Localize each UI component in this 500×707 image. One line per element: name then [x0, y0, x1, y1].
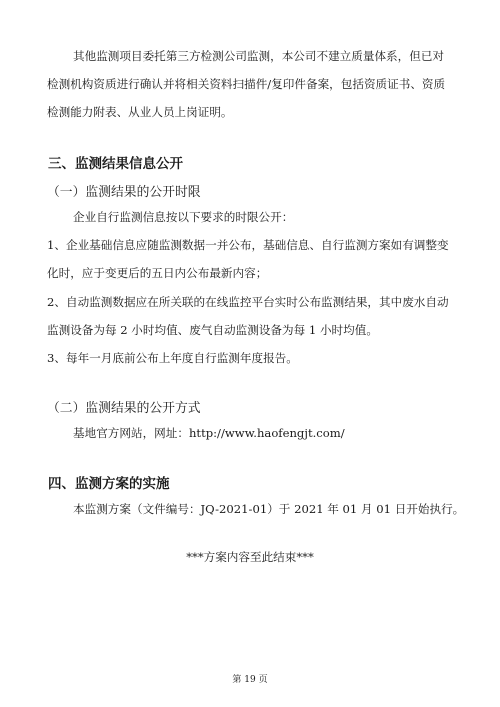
subsection-1-heading: （一）监测结果的公开时限 — [47, 185, 201, 200]
item-2-line-2: 监测设备为每 2 小时均值、废气自动监测设备为每 1 小时均值。 — [47, 323, 378, 337]
intro-line-3: 检测能力附表、从业人员上岗证明。 — [47, 105, 233, 119]
end-marker: ***方案内容至此结束*** — [186, 550, 314, 564]
item-1-line-2: 化时，应于变更后的五日内公布最新内容； — [47, 266, 268, 280]
subsection-2-text: 基地官方网站，网址：http://www.haofengjt.com/ — [73, 426, 345, 440]
intro-line-1: 其他监测项目委托第三方检测公司监测，本公司不建立质量体系，但已对 — [73, 49, 445, 63]
section-3-heading: 三、监测结果信息公开 — [48, 156, 183, 172]
subsection-2-heading: （二）监测结果的公开方式 — [47, 401, 201, 416]
page-number: 第 19 页 — [232, 675, 268, 685]
section-4-heading: 四、监测方案的实施 — [48, 476, 170, 492]
item-1-line-1: 1、企业基础信息应随监测数据一并公布，基础信息、自行监测方案如有调整变 — [47, 238, 449, 252]
item-2-line-1: 2、自动监测数据应在所关联的在线监控平台实时公布监测结果，其中废水自动 — [47, 295, 449, 309]
item-3: 3、每年一月底前公布上年度自行监测年度报告。 — [47, 351, 298, 365]
section-4-text: 本监测方案（文件编号：JQ-2021-01）于 2021 年 01 月 01 日开始执行。 — [73, 502, 465, 516]
subsection-1-lead: 企业自行监测信息按以下要求的时限公开： — [73, 210, 294, 224]
intro-line-2: 检测机构资质进行确认并将相关资料扫描件/复印件备案，包括资质证书、资质 — [47, 77, 446, 91]
